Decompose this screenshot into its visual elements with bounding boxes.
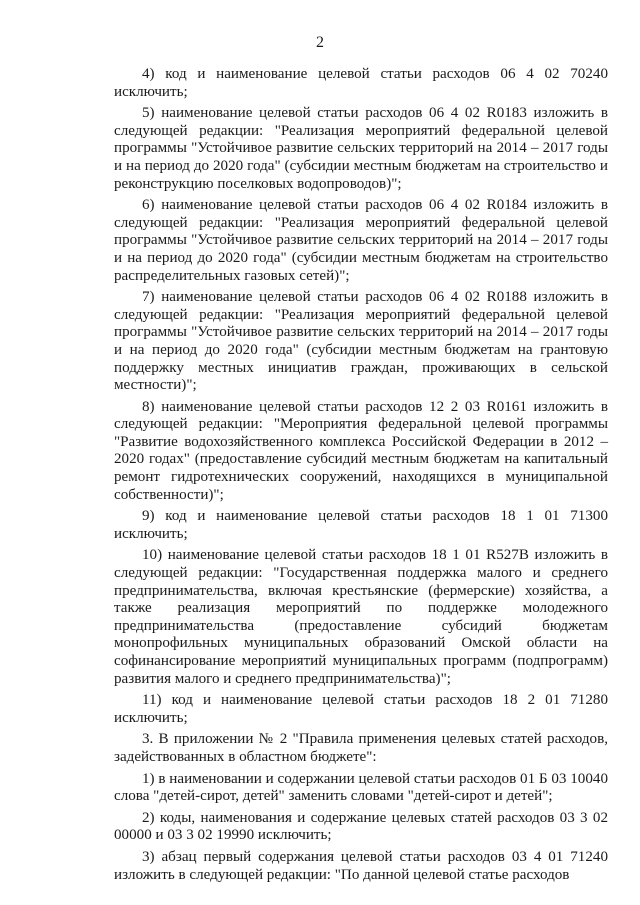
page-number: 2: [316, 34, 324, 51]
paragraph-item-4: 4) код и наименование целевой статьи расходов 06 4 02 70240 исключить;: [114, 66, 608, 100]
paragraph-item-6: 6) наименование целевой статьи расходов 06 4 02 R0184 изложить в следующей редакции: "Реализация мероприятий федеральной целевой программы "Устойчивое развитие сельских территорий на 2014 – 2017 годы и на период до 2020 года" (субсидии местным бюджетам на строительство распределительных газовых сетей)";: [114, 197, 608, 284]
paragraph-section-3: 3. В приложении № 2 "Правила применения целевых статей расходов, задействованных в областном бюджете":: [114, 731, 608, 765]
paragraph-subitem-2: 2) коды, наименования и содержание целевых статей расходов 03 3 02 00000 и 03 3 02 19990 исключить;: [114, 809, 608, 844]
paragraph-item-11: 11) код и наименование целевой статьи расходов 18 2 01 71280 исключить;: [114, 692, 608, 726]
paragraph-subitem-3: 3) абзац первый содержания целевой статьи расходов 03 4 01 71240 изложить в следующей редакции: "По данной целевой статье расходов: [114, 848, 608, 883]
paragraph-item-9: 9) код и наименование целевой статьи расходов 18 1 01 71300 исключить;: [114, 508, 608, 542]
paragraph-subitem-1: 1) в наименовании и содержании целевой статьи расходов 01 Б 03 10040 слова "детей-сирот, детей" заменить словами "детей-сирот и детей";: [114, 770, 608, 805]
paragraph-item-5: 5) наименование целевой статьи расходов 06 4 02 R0183 изложить в следующей редакции: "Реализация мероприятий федеральной целевой программы "Устойчивое развитие сельских территорий на 2014 – 2017 годы и на период до 2020 года" (субсидии местным бюджетам на строительство и реконструкцию поселковых водопроводов)";: [114, 105, 608, 192]
paragraph-item-10: 10) наименование целевой статьи расходов 18 1 01 R527B изложить в следующей редакции: "Государственная поддержка малого и среднего предпринимательства, включая крестьянские (фермерские) хозяйства, а также реализация мероприятий по поддержке молодежного предпринимательства (предоставление субсидий бюджетам монопрофильных муниципальных образований Омской области на софинансирование мероприятий муниципальных программ (подпрограмм) развития малого и среднего предпринимательства)";: [114, 547, 608, 687]
paragraph-item-7: 7) наименование целевой статьи расходов 06 4 02 R0188 изложить в следующей редакции: "Реализация мероприятий федеральной целевой программы "Устойчивое развитие сельских территорий на 2014 – 2017 годы и на период до 2020 года" (субсидии местным бюджетам на грантовую поддержку местных инициатив граждан, проживающих в сельской местности)";: [114, 289, 608, 394]
paragraph-item-8: 8) наименование целевой статьи расходов 12 2 03 R0161 изложить в следующей редакции: "Мероприятия федеральной целевой программы "Развитие водохозяйственного комплекса Российской Федерации в 2012 – 2020 годах" (предоставление субсидий местным бюджетам на капитальный ремонт гидротехнических сооружений, находящихся в муниципальной собственности)";: [114, 398, 608, 503]
document-body: [114, 66, 608, 888]
